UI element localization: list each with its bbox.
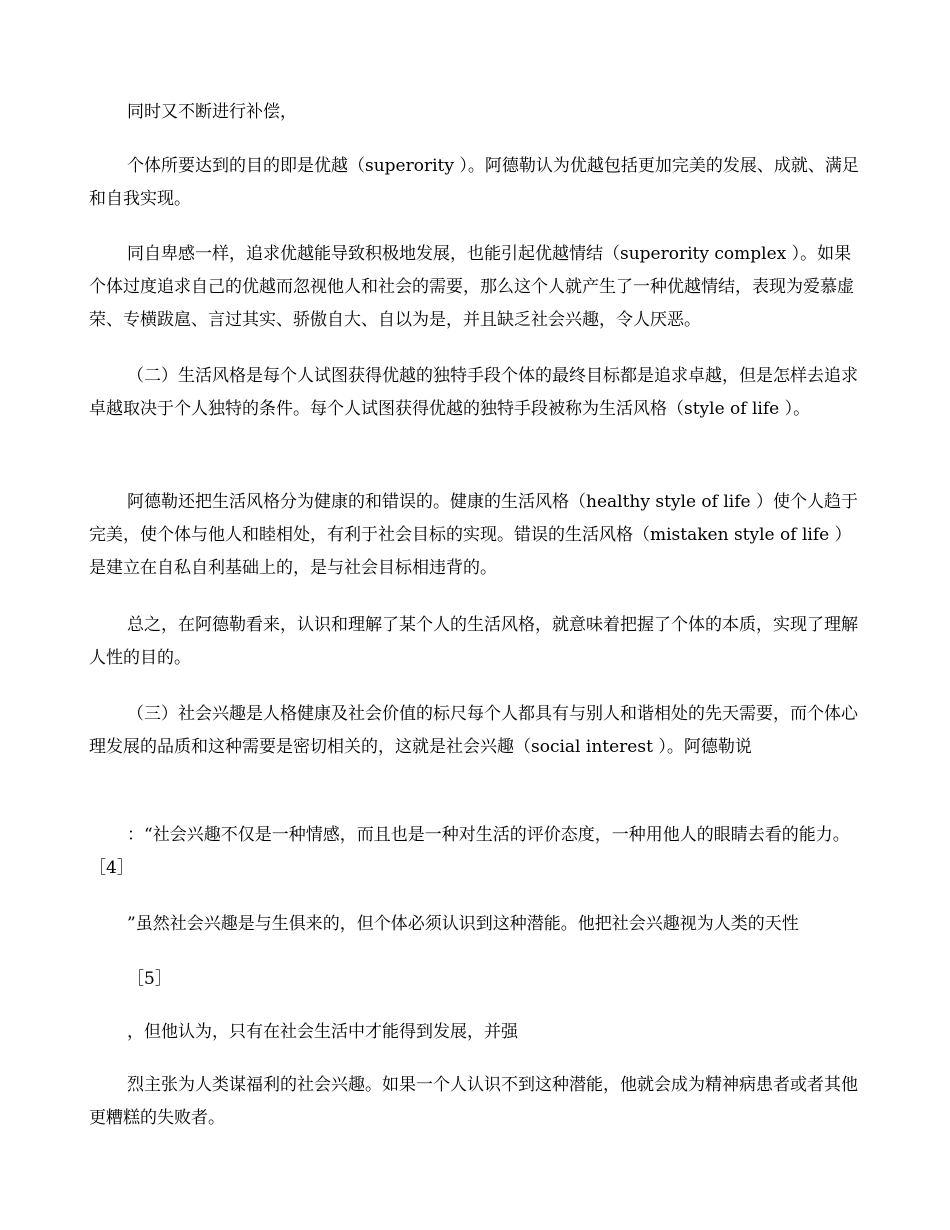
paragraph-12: 烈主张为人类谋福利的社会兴趣。如果一个人认识不到这种潜能，他就会成为精神病患者或者其他更糟糕的失败者。 — [89, 1075, 858, 1128]
paragraph-9: ”虽然社会兴趣是与生俱来的，但个体必须认识到这种潜能。他把社会兴趣视为人类的天性 — [127, 914, 799, 934]
paragraph-4: （二）生活风格是每个人试图获得优越的独特手段个体的最终目标都是追求卓越，但是怎样去追求卓越取决于个人独特的条件。每个人试图获得优越的独特手段被称为生活风格（style of life ）。 — [89, 366, 858, 419]
paragraph-5: 阿德勒还把生活风格分为健康的和错误的。健康的生活风格（healthy style of life ）使个人趋于完美，使个体与他人和睦相处，有利于社会目标的实现。错误的生活风格（mistaken style of life ）是建立在自私自利基础上的，是与社会目标相违背的。 — [89, 492, 858, 578]
paragraph-8: ：“社会兴趣不仅是一种情感，而且也是一种对生活的评价态度，一种用他人的眼睛去看的能力。［4］ — [89, 825, 850, 878]
paragraph-11: ，但他认为，只有在社会生活中才能得到发展，并强 — [127, 1022, 518, 1042]
paragraph-6: 总之，在阿德勒看来，认识和理解了某个人的生活风格，就意味着把握了个体的本质，实现了理解人性的目的。 — [89, 615, 858, 668]
paragraph-1: 同时又不断进行补偿， — [127, 102, 297, 122]
paragraph-10: ［5］ — [127, 969, 172, 989]
paragraph-2: 个体所要达到的目的即是优越（superority ）。阿德勒认为优越包括更加完美的发展、成就、满足和自我实现。 — [89, 156, 859, 209]
paragraph-7: （三）社会兴趣是人格健康及社会价值的标尺每个人都具有与别人和谐相处的先天需要，而个体心理发展的品质和这种需要是密切相关的，这就是社会兴趣（social interest ）。阿德勒说 — [89, 704, 858, 757]
paragraph-3: 同自卑感一样，追求优越能导致积极地发展，也能引起优越情结（superority complex ）。如果个体过度追求自己的优越而忽视他人和社会的需要，那么这个人就产生了一种优越情结，表现为爱慕虚荣、专横跋扈、言过其实、骄傲自大、自以为是，并且缺乏社会兴趣，令人厌恶。 — [89, 244, 854, 330]
